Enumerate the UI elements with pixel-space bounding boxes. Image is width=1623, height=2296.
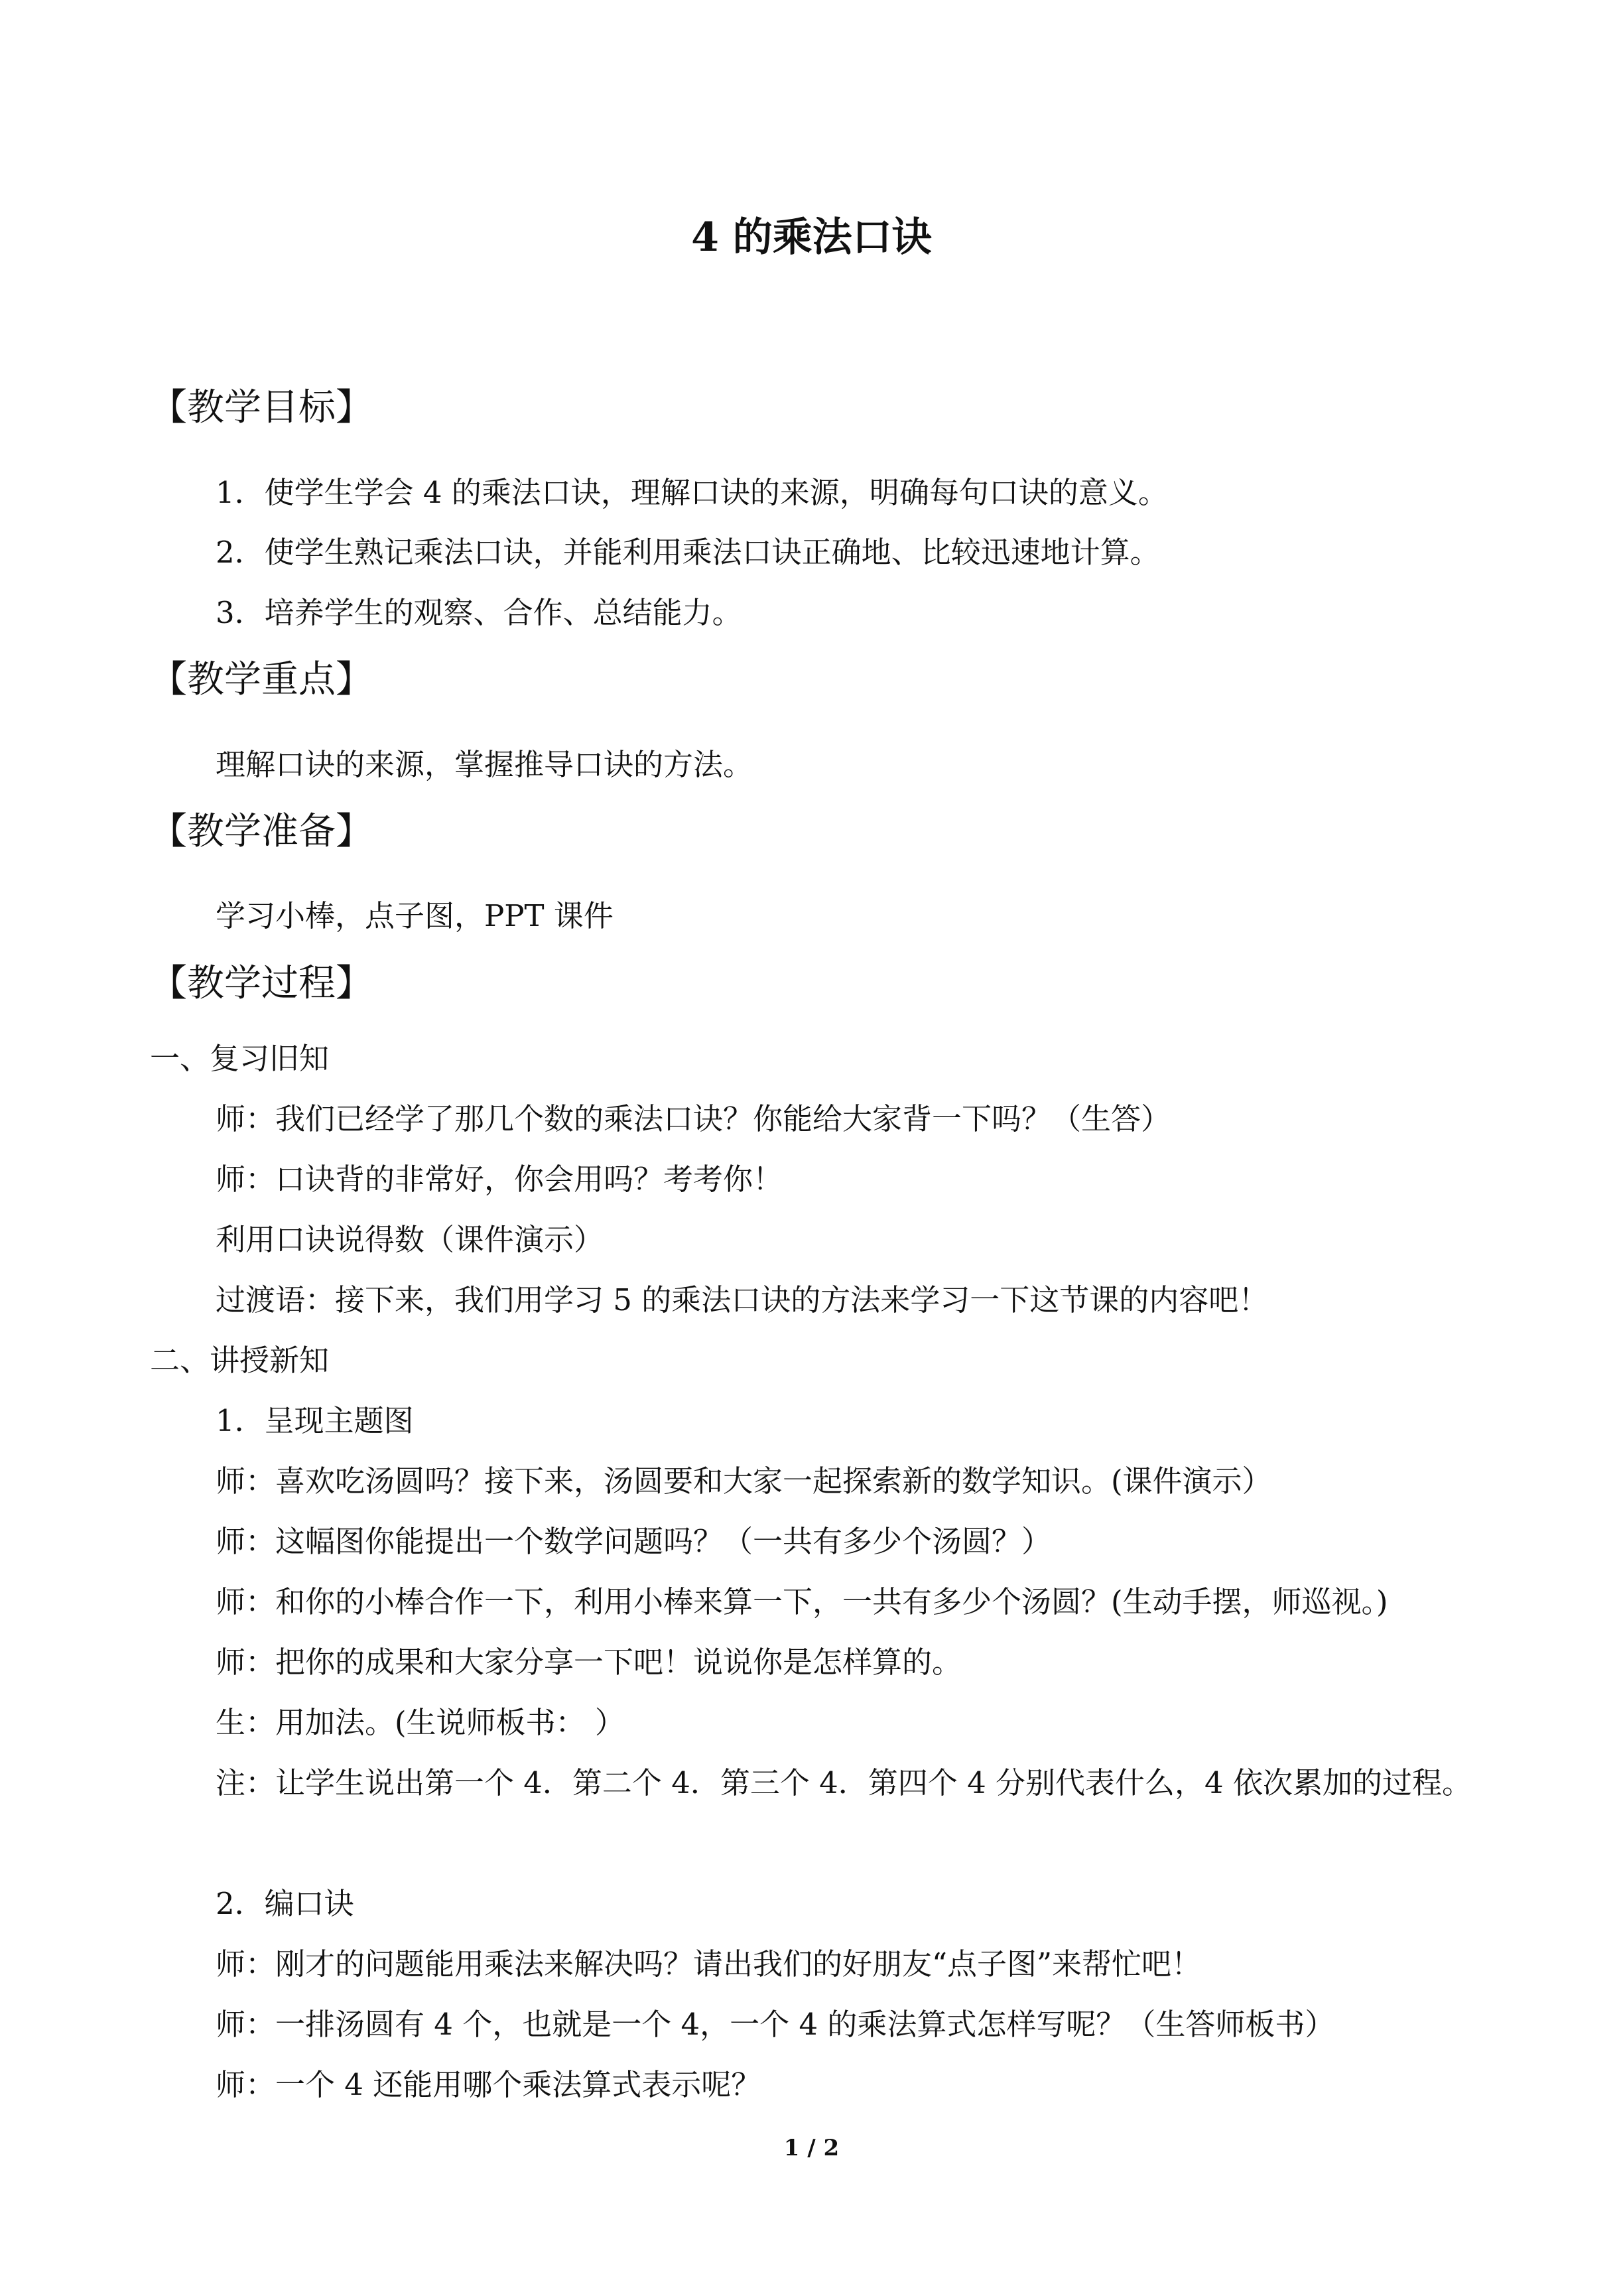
new-knowledge-line-5: 师：把你的成果和大家分享一下吧！说说你是怎样算的。 xyxy=(216,1645,962,1680)
new-knowledge-line-11: 师：一个 4 还能用哪个乘法算式表示呢？ xyxy=(216,2067,761,2102)
new-knowledge-line-4: 师：和你的小棒合作一下，利用小棒来算一下，一共有多少个汤圆？(生动手摆，师巡视。) xyxy=(216,1584,1388,1619)
page-number: 1 / 2 xyxy=(783,2135,840,2161)
review-line-1: 师：我们已经学了那几个数的乘法口诀？你能给大家背一下吗？（生答） xyxy=(216,1101,1171,1136)
objective-item-2: 2．使学生熟记乘法口诀，并能利用乘法口诀正确地、比较迅速地计算。 xyxy=(216,535,1160,570)
objective-item-1: 1．使学生学会 4 的乘法口诀，理解口诀的来源，明确每句口诀的意义。 xyxy=(216,475,1168,510)
new-knowledge-line-6: 生：用加法。(生说师板书： ） xyxy=(216,1705,625,1740)
document-title: 4 的乘法口诀 xyxy=(691,214,932,261)
new-knowledge-note: 注：让学生说出第一个 4．第二个 4．第三个 4．第四个 4 分别代表什么，4 依次累加的过程。 xyxy=(216,1765,1472,1800)
review-line-2: 师：口诀背的非常好，你会用吗？考考你！ xyxy=(216,1162,783,1197)
heading-teaching-preparation: 【教学准备】 xyxy=(150,810,373,853)
objective-item-3: 3．培养学生的观察、合作、总结能力。 xyxy=(216,595,742,630)
new-knowledge-line-10: 师：一排汤圆有 4 个，也就是一个 4，一个 4 的乘法算式怎样写呢？（生答师板书） xyxy=(216,2007,1335,2042)
new-knowledge-line-2: 师：喜欢吃汤圆吗？接下来，汤圆要和大家一起探索新的数学知识。(课件演示） xyxy=(216,1463,1272,1499)
heading-teaching-objectives: 【教学目标】 xyxy=(150,386,373,429)
new-knowledge-line-9: 师：刚才的问题能用乘法来解决吗？请出我们的好朋友“点子图”来帮忙吧！ xyxy=(216,1946,1202,1982)
review-line-3: 利用口诀说得数（课件演示） xyxy=(216,1222,604,1257)
section-review-title: 一、复习旧知 xyxy=(150,1041,330,1076)
heading-teaching-process: 【教学过程】 xyxy=(150,962,373,1005)
preparation-text: 学习小棒，点子图，PPT 课件 xyxy=(216,898,614,933)
new-knowledge-line-1: 1．呈现主题图 xyxy=(216,1403,414,1438)
focus-text: 理解口诀的来源，掌握推导口诀的方法。 xyxy=(216,747,753,782)
new-knowledge-line-8: 2．编口诀 xyxy=(216,1886,354,1921)
new-knowledge-line-3: 师：这幅图你能提出一个数学问题吗？（一共有多少个汤圆？） xyxy=(216,1524,1052,1559)
heading-teaching-focus: 【教学重点】 xyxy=(150,658,373,701)
review-line-4: 过渡语：接下来，我们用学习 5 的乘法口诀的方法来学习一下这节课的内容吧！ xyxy=(216,1282,1269,1317)
section-new-knowledge-title: 二、讲授新知 xyxy=(150,1343,330,1378)
